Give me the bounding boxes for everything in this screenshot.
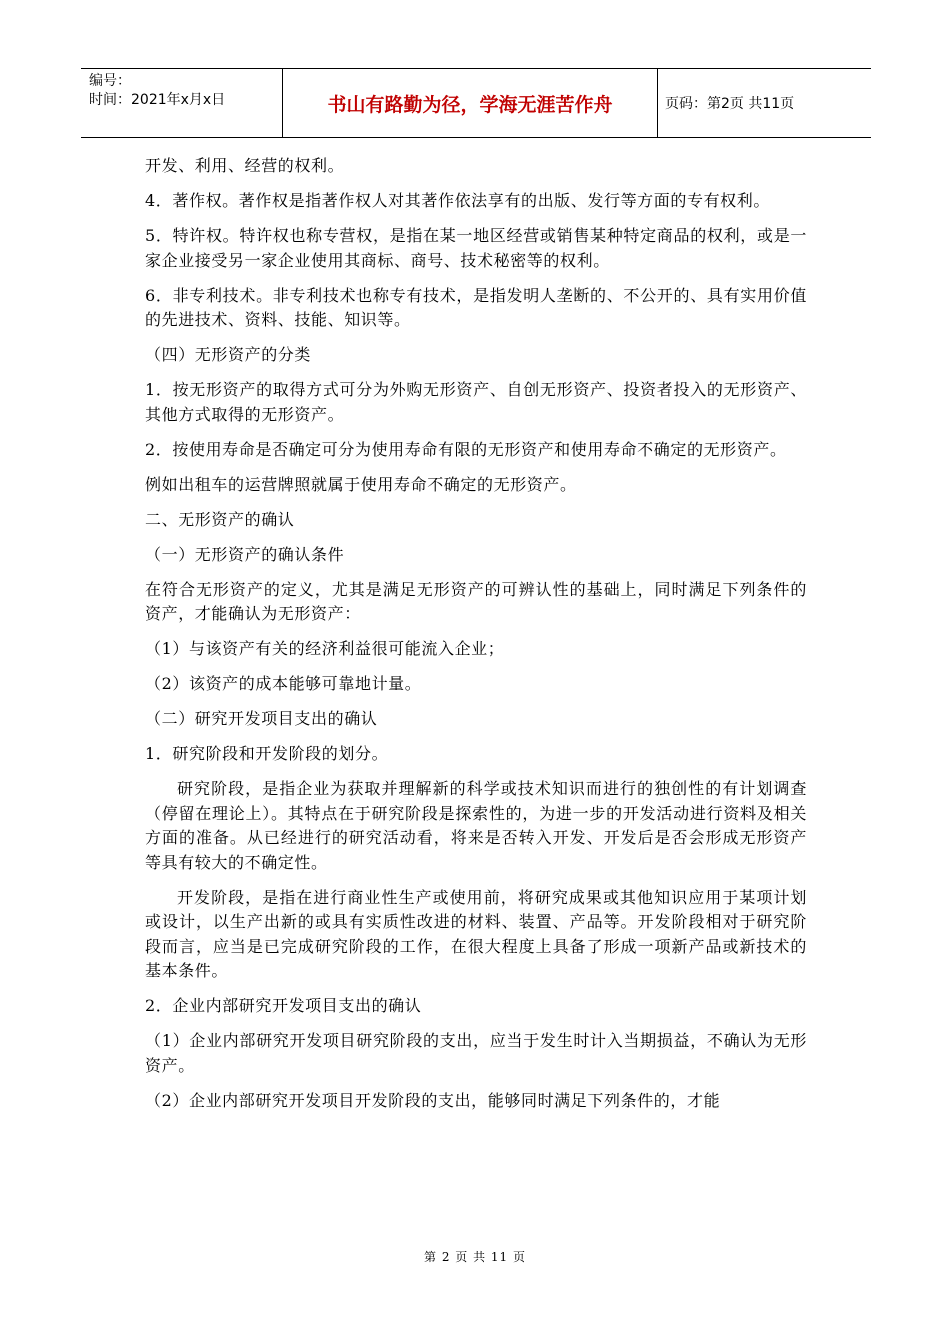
paragraph: 例如出租车的运营牌照就属于使用寿命不确定的无形资产。 xyxy=(145,474,577,494)
paragraph: 在符合无形资产的定义，尤其是满足无形资产的可辨认性的基础上，同时满足下列条件的资产，才能确认为无形资产： xyxy=(145,579,807,623)
header-motto: 书山有路勤为径，学海无涯苦作舟 xyxy=(283,69,658,137)
page-footer: 第 2 页 共 11 页 xyxy=(424,1250,526,1264)
paragraph: 开发、利用、经营的权利。 xyxy=(145,156,345,175)
section-heading: （四）无形资产的分类 xyxy=(145,345,312,364)
paragraph: 2．按使用寿命是否确定可分为使用寿命有限的无形资产和使用寿命不确定的无形资产。 xyxy=(145,439,787,459)
paragraph: （2）该资产的成本能够可靠地计量。 xyxy=(145,674,422,693)
document-time-label: 时间：2021年x月x日 xyxy=(89,92,226,108)
paragraph: （1）与该资产有关的经济利益很可能流入企业； xyxy=(145,639,505,658)
header-meta xyxy=(81,69,283,137)
document-body xyxy=(145,154,807,1124)
paragraph: 6．非专利技术。非专利技术也称专有技术，是指发明人垄断的、不公开的、具有实用价值的先进技术、资料、技能、知识等。 xyxy=(145,285,807,329)
paragraph: 5．特许权。特许权也称专营权，是指在某一地区经营或销售某种特定商品的权利，或是一家企业接受另一家企业使用其商标、商号、技术秘密等的权利。 xyxy=(145,226,807,270)
paragraph: 研究阶段，是指企业为获取并理解新的科学或技术知识而进行的独创性的有计划调查（停留在理论上）。其特点在于研究阶段是探索性的，为进一步的开发活动进行资料及相关方面的准备。从已经进行的研究活动看，将来是否转入开发、开发后是否会形成无形资产等具有较大的不确定性。 xyxy=(145,779,807,872)
section-heading: （一）无形资产的确认条件 xyxy=(145,544,345,564)
paragraph: 开发阶段，是指在进行商业性生产或使用前，将研究成果或其他知识应用于某项计划或设计，以生产出新的或具有实质性改进的材料、装置、产品等。开发阶段相对于研究阶段而言，应当是已完成研究阶段的工作，在很大程度上具备了形成一项新产品或新技术的基本条件。 xyxy=(145,887,807,980)
document-number-label: 编号： xyxy=(89,73,131,89)
section-heading: 二、无形资产的确认 xyxy=(145,509,295,529)
paragraph: （1）企业内部研究开发项目研究阶段的支出，应当于发生时计入当期损益，不确认为无形资产。 xyxy=(145,1031,807,1075)
paragraph: 1．按无形资产的取得方式可分为外购无形资产、自创无形资产、投资者投入的无形资产、其他方式取得的无形资产。 xyxy=(145,380,807,424)
section-heading: （二）研究开发项目支出的确认 xyxy=(145,709,378,728)
page-header xyxy=(81,68,871,138)
paragraph: 4．著作权。著作权是指著作权人对其著作依法享有的出版、发行等方面的专有权利。 xyxy=(145,191,770,210)
paragraph: 2．企业内部研究开发项目支出的确认 xyxy=(145,996,422,1015)
paragraph: （2）企业内部研究开发项目开发阶段的支出，能够同时满足下列条件的，才能 xyxy=(145,1090,721,1110)
header-page-label: 页码：第2页 共11页 xyxy=(665,96,795,112)
paragraph: 1．研究阶段和开发阶段的划分。 xyxy=(145,744,389,763)
